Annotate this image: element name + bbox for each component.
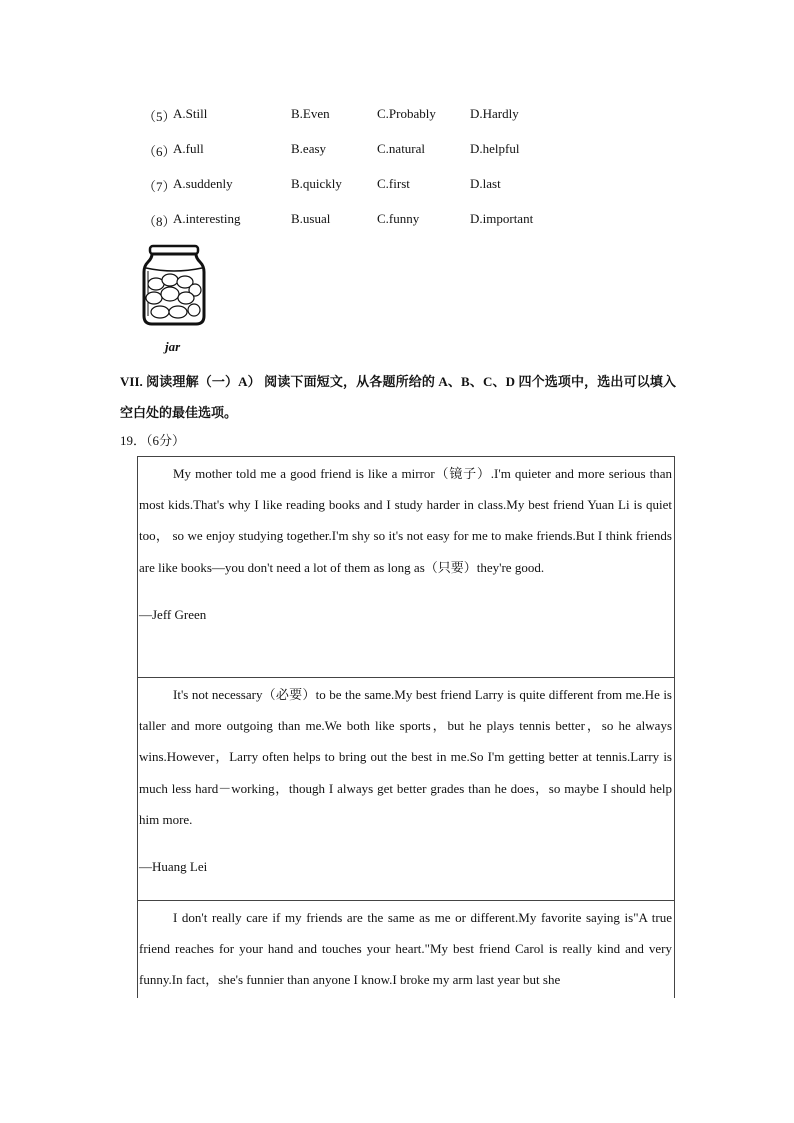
option-a: A.suddenly — [173, 176, 233, 191]
option-d: D.last — [470, 176, 501, 191]
option-b: B.Even — [291, 106, 330, 121]
option-number: （6） — [143, 144, 176, 159]
option-row-6 — [0, 141, 794, 161]
option-a: A.Still — [173, 106, 208, 121]
passage-cell — [138, 457, 674, 678]
option-b: B.easy — [291, 141, 327, 156]
option-c: C.funny — [377, 211, 420, 226]
option-c: C.first — [377, 176, 410, 191]
passage-text: My mother told me a good friend is like a mirror（镜子）.I'm quieter and more serious than most kids.That's why I like reading books and I study harder in class.My best friend Yuan Li is quiet too， so we enjoy studying together.I'm shy so it's not easy for me to make friends.But I think friends are like books—you don't need a lot of them as long as（只要）they're good. — [139, 466, 672, 575]
option-number: （7） — [143, 179, 176, 194]
option-b: B.quickly — [291, 176, 342, 191]
option-b: B.usual — [291, 211, 331, 226]
jar-illustration — [140, 244, 208, 328]
passage-text: I don't really care if my friends are the same as me or different.My favorite saying is"A true friend reaches for your hand and touches your heart."My best friend Carol is really kind and very funny.In fact，she's funnier than anyone I know.I broke my arm last year but she — [139, 910, 672, 988]
passage-signature: —Jeff Green — [139, 606, 207, 622]
option-d: D.important — [470, 211, 534, 226]
jar-caption: jar — [165, 339, 181, 354]
passages-box — [137, 456, 675, 998]
passage-cell — [138, 678, 674, 901]
option-number: （5） — [143, 109, 176, 124]
option-d: D.Hardly — [470, 106, 519, 121]
option-row-7 — [0, 176, 794, 196]
option-a: A.interesting — [173, 211, 241, 226]
passage-signature: —Huang Lei — [139, 859, 208, 875]
option-a: A.full — [173, 141, 204, 156]
passage-text: It's not necessary（必要）to be the same.My best friend Larry is quite different from me.He is taller and more outgoing than me.We both like sports，but he plays tennis better，so he always wins.However，Larry often helps to bring out the best in me.So I'm getting better at tennis.Larry is much less hard－working，though I always get better grades than he does，so maybe I should help him more. — [139, 687, 672, 827]
passage-cell — [138, 901, 674, 996]
option-c: C.Probably — [377, 106, 436, 121]
option-row-5 — [0, 106, 794, 126]
option-number: （8） — [143, 214, 176, 229]
option-d: D.helpful — [470, 141, 520, 156]
option-c: C.natural — [377, 141, 426, 156]
section-heading: VII. 阅读理解（一）A） 阅读下面短文，从各题所给的 A、B、C、D 四个选项中，选出可以填入空白处的最佳选项。 — [120, 374, 676, 420]
option-row-8 — [0, 211, 794, 231]
question-number: 19．（6分） — [120, 433, 186, 448]
